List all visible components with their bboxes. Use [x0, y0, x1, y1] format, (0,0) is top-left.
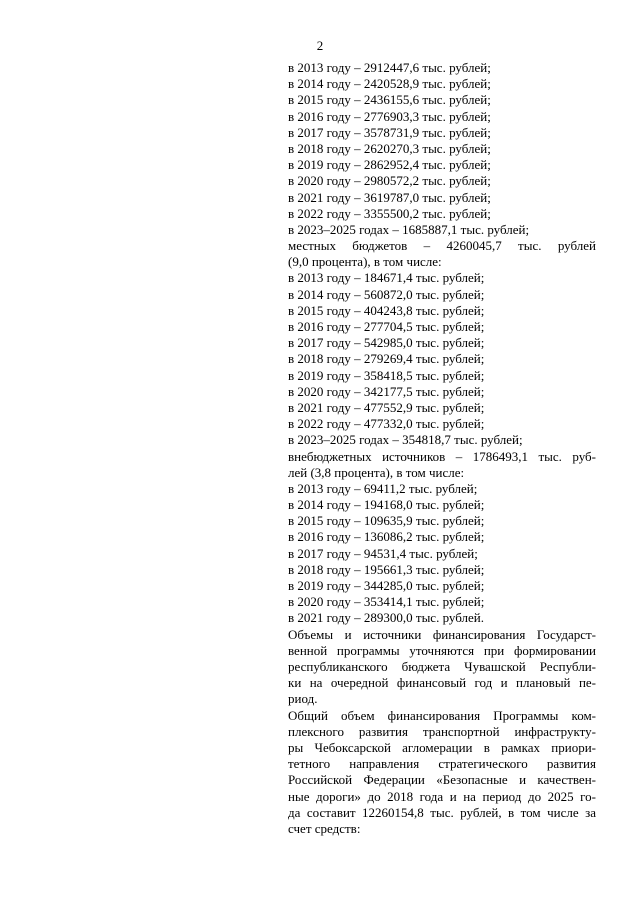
list-item: в 2018 году – 279269,4 тыс. рублей;	[288, 351, 485, 367]
list-item: в 2015 году – 109635,9 тыс. рублей;	[288, 513, 485, 529]
list-item: в 2016 году – 2776903,3 тыс. рублей;	[288, 108, 491, 124]
paragraph-line: венной программы уточняются при формировании	[288, 642, 596, 658]
list-item: в 2023–2025 годах – 354818,7 тыс. рублей;	[288, 432, 523, 448]
list-item: в 2013 году – 2912447,6 тыс. рублей;	[288, 60, 491, 75]
list-item: в 2022 году – 3355500,2 тыс. рублей;	[288, 205, 491, 221]
list-item: в 2014 году – 560872,0 тыс. рублей;	[288, 286, 485, 302]
republican-budget-lines	[288, 60, 596, 238]
paragraph-line: плексного развития транспортной инфраструкту-	[288, 723, 596, 739]
list-item: в 2018 году – 195661,3 тыс. рублей;	[288, 561, 485, 577]
list-item: в 2015 году – 2436155,6 тыс. рублей;	[288, 92, 491, 108]
local-budget-lines	[288, 270, 596, 448]
paragraph-line: республиканского бюджета Чувашской Республи-	[288, 658, 596, 674]
page-number: 2	[316, 38, 324, 53]
list-item: в 2019 году – 358418,5 тыс. рублей;	[288, 367, 485, 383]
list-item: в 2017 году – 542985,0 тыс. рублей;	[288, 335, 485, 351]
list-item: в 2017 году – 3578731,9 тыс. рублей;	[288, 124, 491, 140]
funding-text-block	[288, 60, 596, 837]
paragraph-line: риод.	[288, 691, 318, 707]
heading-line: (9,0 процента), в том числе:	[288, 254, 442, 270]
paragraph-line: ры Чебоксарской агломерации в рамках приори-	[288, 739, 596, 755]
list-item: в 2014 году – 2420528,9 тыс. рублей;	[288, 76, 491, 92]
heading-line: местных бюджетов – 4260045,7 тыс. рублей	[288, 238, 596, 254]
heading-line: лей (3,8 процента), в том числе:	[288, 464, 465, 480]
list-item: в 2022 году – 477332,0 тыс. рублей;	[288, 416, 485, 432]
paragraph-line: тетного направления стратегического развития	[288, 756, 596, 772]
list-item: в 2018 году – 2620270,3 тыс. рублей;	[288, 140, 491, 156]
list-item: в 2017 году – 94531,4 тыс. рублей;	[288, 545, 478, 561]
paragraph-line: Объемы и источники финансирования Государст-	[288, 626, 596, 642]
paragraph-line: ки на очередной финансовый год и плановый пе-	[288, 675, 596, 691]
list-item: в 2016 году – 136086,2 тыс. рублей;	[288, 529, 485, 545]
list-item: в 2013 году – 184671,4 тыс. рублей;	[288, 270, 485, 286]
paragraph-line: ные дороги» до 2018 года и на период до 2025 го-	[288, 788, 596, 804]
list-item: в 2014 году – 194168,0 тыс. рублей;	[288, 497, 485, 513]
list-item: в 2015 году – 404243,8 тыс. рублей;	[288, 302, 485, 318]
paragraph-line: счет средств:	[288, 821, 361, 836]
list-item: в 2021 году – 477552,9 тыс. рублей;	[288, 399, 485, 415]
list-item: в 2016 году – 277704,5 тыс. рублей;	[288, 319, 485, 334]
list-item: в 2020 году – 353414,1 тыс. рублей;	[288, 594, 485, 610]
extrabudgetary-heading	[288, 449, 596, 481]
list-item: в 2013 году – 69411,2 тыс. рублей;	[288, 480, 478, 496]
list-item: в 2023–2025 годах – 1685887,1 тыс. рублей;	[288, 221, 530, 237]
list-item: в 2020 году – 2980572,2 тыс. рублей;	[288, 173, 491, 189]
paragraph-line: да составит 12260154,8 тыс. рублей, в том числе за	[288, 804, 596, 820]
list-item: в 2020 году – 342177,5 тыс. рублей;	[288, 383, 485, 399]
paragraph-line: Российской Федерации «Безопасные и качествен-	[288, 772, 596, 788]
paragraph-total-funding	[288, 708, 596, 838]
list-item: в 2021 году – 3619787,0 тыс. рублей;	[288, 189, 491, 205]
local-budgets-heading	[288, 238, 596, 270]
paragraph-line: Общий объем финансирования Программы ком-	[288, 707, 596, 723]
extrabudgetary-lines	[288, 481, 596, 627]
list-item: в 2019 году – 2862952,4 тыс. рублей;	[288, 157, 491, 173]
list-item: в 2019 году – 344285,0 тыс. рублей;	[288, 578, 485, 593]
heading-line: внебюджетных источников – 1786493,1 тыс. руб-	[288, 448, 596, 464]
paragraph-funding-clarification	[288, 627, 596, 708]
list-item: в 2021 году – 289300,0 тыс. рублей.	[288, 610, 484, 626]
